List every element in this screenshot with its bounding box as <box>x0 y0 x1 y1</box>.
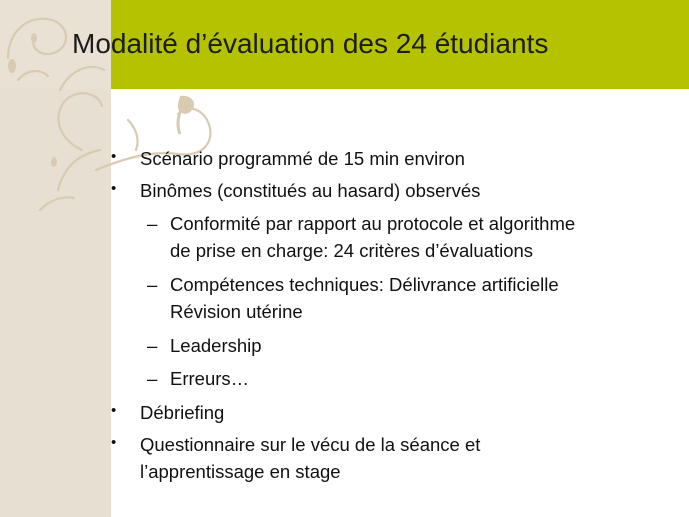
sub-bullet-item-continuation: de prise en charge: 24 critères d’évaluations <box>170 240 534 261</box>
bullet-item: Scénario programmé de 15 min environ <box>140 148 465 169</box>
sub-bullet-marker: – <box>147 368 158 389</box>
bullet-marker: • <box>111 434 117 451</box>
sub-bullet-marker: – <box>147 213 158 234</box>
sub-bullet-marker: – <box>147 274 158 295</box>
sub-bullet-item: Compétences techniques: Délivrance artificielle <box>170 274 559 295</box>
sub-bullet-item: Conformité par rapport au protocole et algorithme <box>170 213 576 234</box>
bullet-item-continuation: l’apprentissage en stage <box>140 461 341 482</box>
bullet-item: Débriefing <box>140 402 225 423</box>
bullet-marker: • <box>111 402 117 419</box>
bullet-item: Questionnaire sur le vécu de la séance et <box>140 434 481 455</box>
sub-bullet-marker: – <box>147 335 158 356</box>
sub-bullet-item-continuation: Révision utérine <box>170 301 303 322</box>
bullet-marker: • <box>111 180 117 197</box>
bullet-marker: • <box>111 148 117 165</box>
bullet-item: Binômes (constitués au hasard) observés <box>140 180 481 201</box>
slide-title: Modalité d’évaluation des 24 étudiants <box>72 28 549 59</box>
sub-bullet-item: Leadership <box>170 335 262 356</box>
sub-bullet-item: Erreurs… <box>170 368 250 389</box>
